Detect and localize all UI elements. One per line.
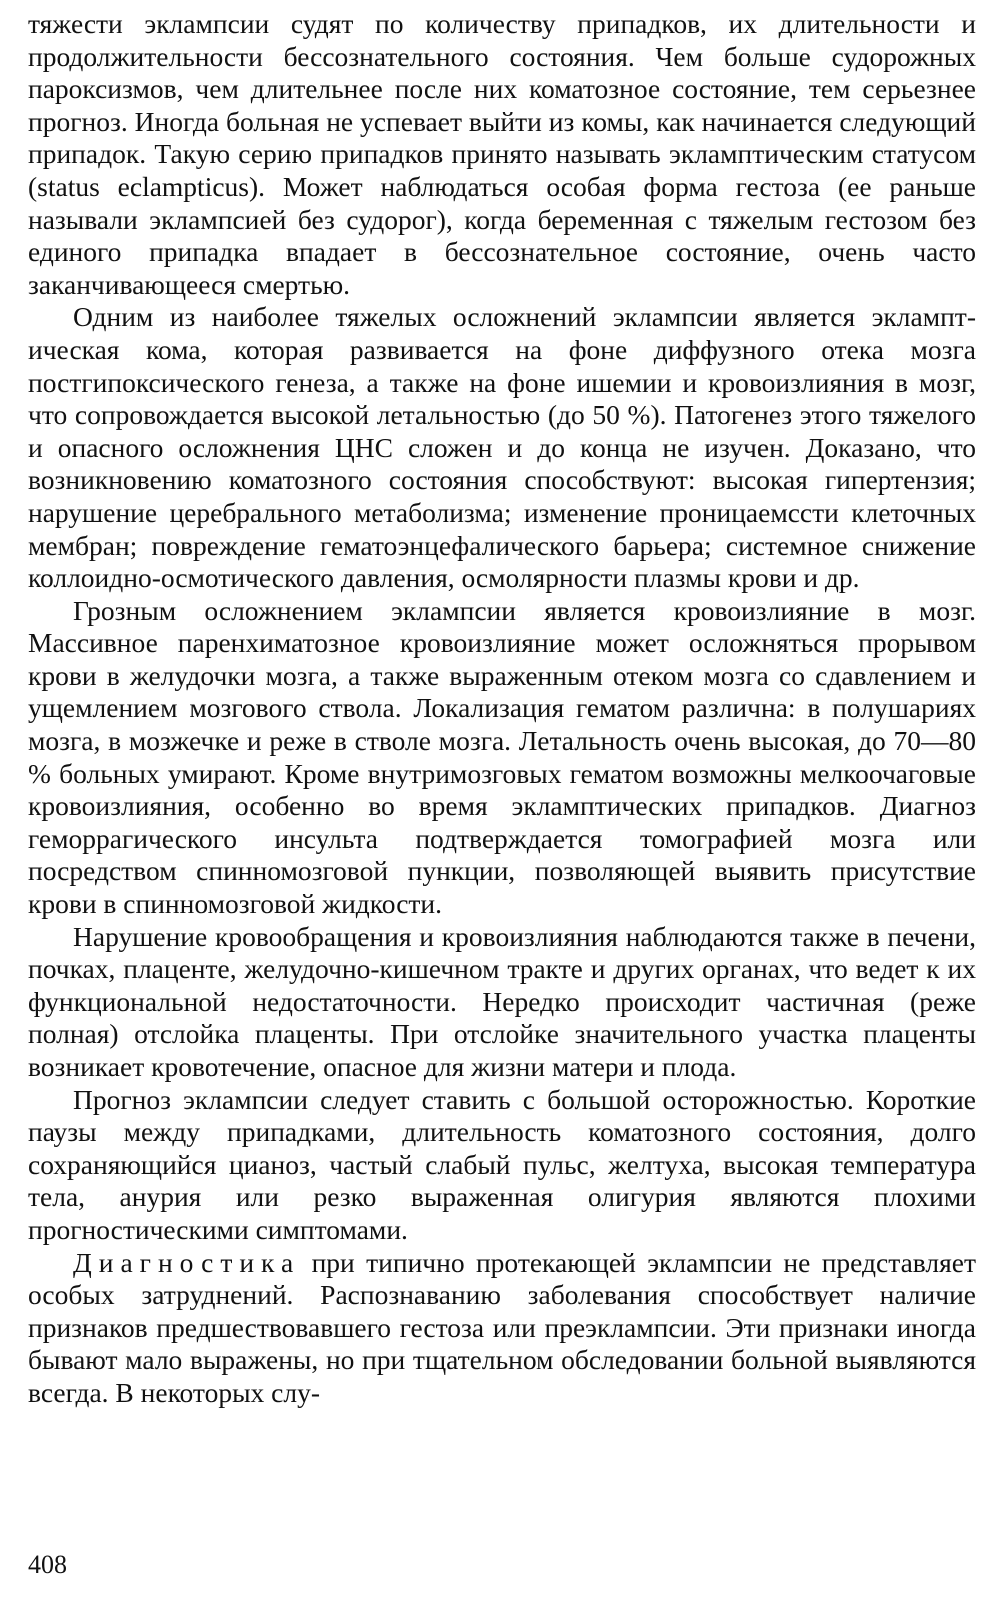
page-body xyxy=(28,8,976,1410)
diagnostics-text: при типично протекающей эклампсии не представляет особых затруднений. Распознаванию заболевания способствует наличие признаков предшествовавшего гестоза или преэклампсии. Эти признаки иногда бывают мало выражены, но при тщательном обследовании больной выявляются всегда. В некоторых слу- xyxy=(28,1246,976,1408)
paragraph-prognosis: Прогноз эклампсии следует ставить с большой осторожностью. Короткие паузы между припадками, длительность коматозного состояния, долго сохраняющийся цианоз, частый слабый пульс, желтуха, высокая температура тела, анурия или резко выраженная олигурия являются плохими прогностическими симптомами. xyxy=(28,1083,976,1245)
paragraph-eclamptic-coma: Одним из наиболее тяжелых осложнений эклампсии является экламптическая кома, которая развивается на фоне диффузного отека мозга постгипоксического генеза, а также на фоне ишемии и кровоизлияния в мозг, что сопровождается высокой летальностью (до 50 %). Патогенез этого тяжелого и опасного осложнения ЦНС сложен и до конца не изучен. Доказано, что возникновению коматозного состояния способствуют: высокая гипертензия; нарушение церебрального метаболизма; изменение проницаемсcти клеточных мембран; повреждение гематоэнцефалического барьера; системное снижение коллоидно-осмотического давления, осмолярности плазмы крови и др. xyxy=(28,301,976,594)
page-number: 408 xyxy=(28,1550,67,1579)
paragraph-continuation: тяжести эклампсии судят по количеству припадков, их длительности и продолжительности бессознательного состояния. Чем больше судорожных пароксизмов, чем длительнее после них коматозное состояние, тем серьезнее прогноз. Иногда больная не успевает выйти из комы, как начинается следующий припадок. Такую серию припадков принято называть экламптическим статусом (status eclampticus). Может наблюдаться особая форма гестоза (ее раньше называли эклампсией без судорог), когда беременная с тяжелым гестозом без единого припадка впадает в бессознательное состояние, очень часто заканчивающееся смертью. xyxy=(28,8,976,300)
diagnostics-heading-word: Диагностика xyxy=(73,1246,301,1278)
paragraph-circulation-disorders: Нарушение кровообращения и кровоизлияния наблюдаются также в печени, почках, плаценте, желудочно-кишечном тракте и других органах, что ведет к их функциональной недостаточности. Нередко происходит частичная (реже полная) отслойка плаценты. При отслойке значительного участка плаценты возникает кровотечение, опасное для жизни матери и плода. xyxy=(28,920,976,1082)
paragraph-brain-hemorrhage: Грозным осложнением эклампсии является кровоизлияние в мозг. Массивное паренхиматозное кровоизлияние может осложняться прорывом крови в желудочки мозга, а также выраженным отеком мозга со сдавлением и ущемлением мозгового ствола. Локализация гематом различна: в полушариях мозга, в мозжечке и реже в стволе мозга. Летальность очень высокая, до 70—80 % больных умирают. Кроме внутримозговых гематом возможны мелкоочаговые кровоизлияния, особенно во время экламптических припадков. Диагноз геморрагического инсульта подтверждается томографией мозга или посредством спинномозговой пункции, позволяющей выявить присутствие крови в спинномозговой жидкости. xyxy=(28,594,976,920)
paragraph-diagnostics xyxy=(28,1247,976,1410)
